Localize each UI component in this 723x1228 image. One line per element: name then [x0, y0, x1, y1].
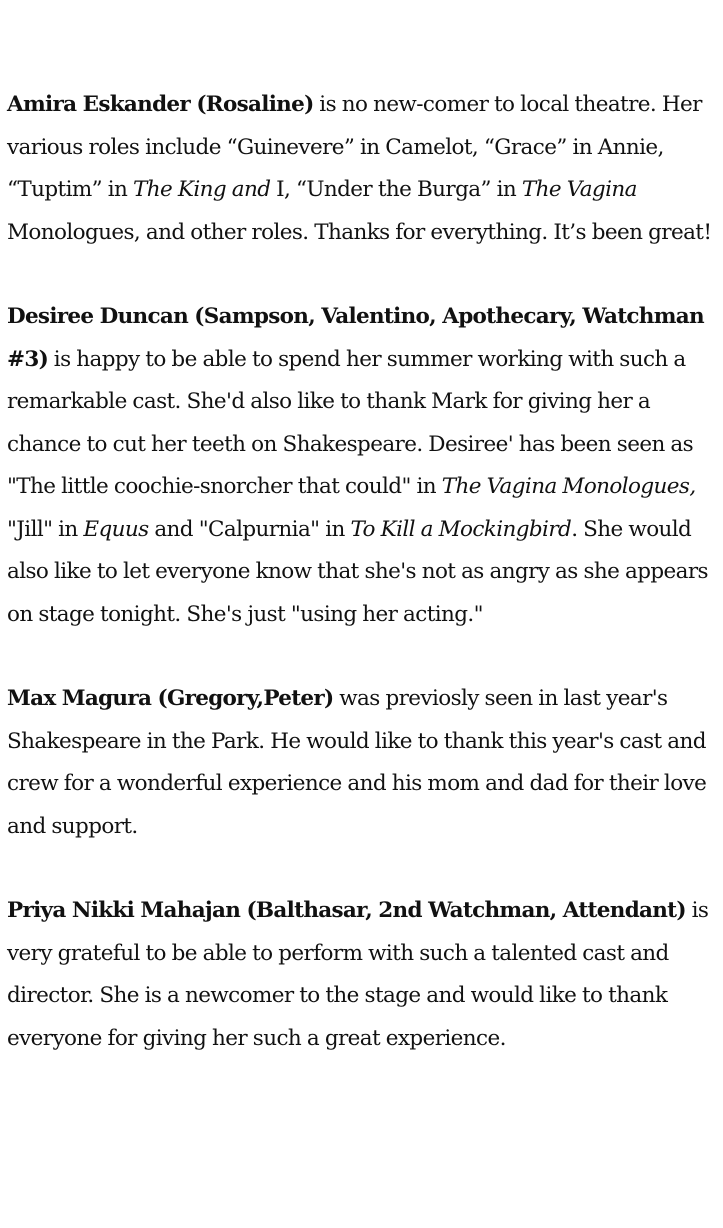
- bio-text: I, “Under the Burga” in: [270, 177, 522, 202]
- bio-desiree-duncan: [7, 296, 719, 636]
- bio-text: Monologues, and other roles. Thanks for everything. It’s been great!: [7, 219, 712, 245]
- program-page: [7, 84, 719, 1060]
- show-title: To Kill a Mockingbird: [350, 516, 572, 542]
- show-title: The King and: [133, 177, 271, 202]
- bio-text: and "Calpurnia" in: [148, 516, 351, 542]
- bio-text: is no new-comer to local theatre. Her various roles include “Guinevere” in Camelot, “Grace” in Annie, “Tuptim” in: [7, 92, 702, 202]
- show-title: The Vagina: [521, 177, 637, 202]
- bio-text: "Jill" in: [7, 516, 84, 542]
- bio-priya-nikki-mahajan: [7, 890, 719, 1060]
- bio-max-magura: [7, 678, 719, 848]
- show-title: Equus: [83, 516, 149, 542]
- cast-name: Max Magura (Gregory,Peter): [7, 686, 334, 711]
- cast-name: Desiree Duncan (Sampson, Valentino, Apothecary, Watchman #3): [7, 304, 704, 372]
- bio-text: is very grateful to be able to perform with such a talented cast and director. She is a newcomer to the stage and would like to thank everyone for giving her such a great experience.: [7, 898, 709, 1051]
- cast-name: Priya Nikki Mahajan (Balthasar, 2nd Watchman, Attendant): [7, 898, 686, 923]
- bio-text: was previosly seen in last year's Shakespeare in the Park. He would like to thank this year's cast and crew for a wonderful experience and his mom and dad for their love and support.: [7, 686, 707, 839]
- cast-name: Amira Eskander (Rosaline): [7, 92, 314, 117]
- show-title: The Vagina Monologues,: [441, 474, 696, 499]
- bio-text: is happy to be able to spend her summer working with such a remarkable cast. She'd also like to thank Mark for giving her a chance to cut her teeth on Shakespeare. Desiree' has been seen as "The little coochie-snorcher that could" in: [7, 346, 694, 499]
- bio-amira-eskander: [7, 84, 719, 254]
- bio-text: . She would also like to let everyone know that she's not as angry as she appears on stage tonight. She's just "using her acting.": [7, 516, 708, 627]
